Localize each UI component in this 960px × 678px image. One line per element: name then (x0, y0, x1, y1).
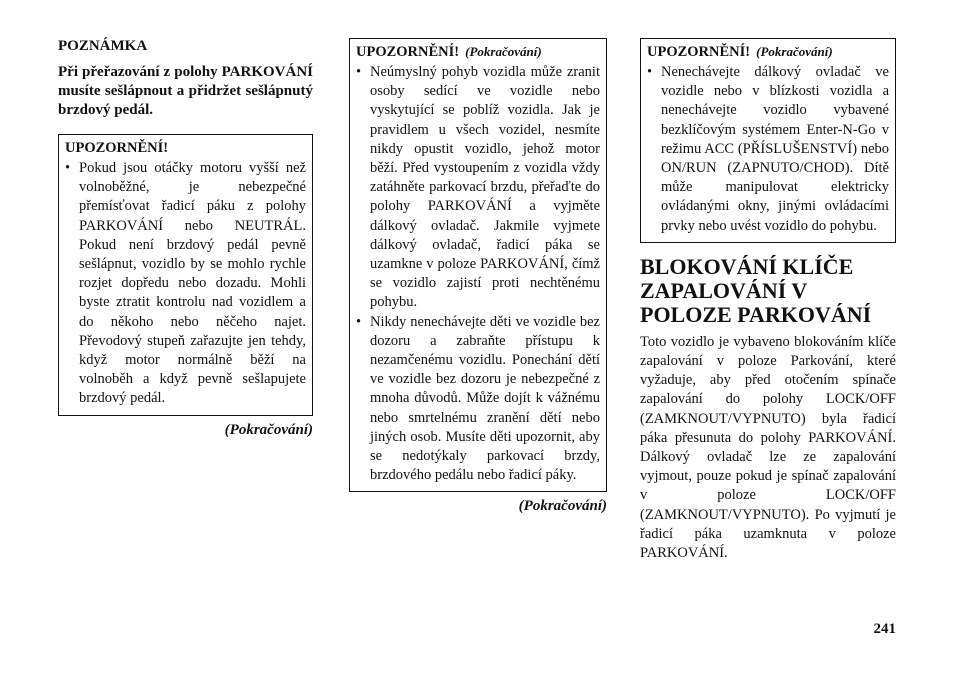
section-title: BLOKOVÁNÍ KLÍČE ZAPALOVÁNÍ V POLOZE PARKOVÁNÍ (640, 253, 872, 327)
warning-box (58, 134, 313, 416)
column-left (58, 38, 313, 439)
warning-title-row (356, 43, 600, 61)
warning-box (640, 38, 896, 243)
warning-continued-tag: (Pokračování) (756, 44, 833, 59)
body-text: Toto vozidlo je vybaveno blokováním klíče zapalování v poloze Parkování, které vyžaduje, aby před otočením spínače zapalování do polohy LOCK/OFF (ZAMKNOUT/VYPNUTO) byla řadicí páka přesunuta do polohy PARKOVÁNÍ. Dálkový ovladač lze ze zapalování vyjmout, pouze pokud je spínač zapalování v poloze LOCK/OFF (ZAMKNOUT/VYPNUTO). Po vyjmutí je řadicí páka uzamknuta v poloze PARKOVÁNÍ. (640, 333, 896, 562)
note-text: Při přeřazování z polohy PARKOVÁNÍ musíte sešlápnout a přidržet sešlápnutý brzdový pedál. (58, 64, 313, 118)
warning-box (349, 38, 607, 492)
warning-title: UPOZORNĚNÍ! (65, 140, 169, 156)
warning-title-row (647, 43, 889, 61)
warning-bullet: • Neúmyslný pohyb vozidla může zranit osoby sedící ve vozidle nebo vyskytující se poblíž vozidla. Jak je pravidlem u všech vozidel, nesmíte nikdy opustit vozidlo, jehož motor běží. Před vystoupením z vozidla vždy zatáhněte parkovací brzdu, přeřaďte do polohy PARKOVÁNÍ a vyjměte dálkový ovladač. Jakmile vyjmete dálkový ovladač, řadicí páka se uzamkne v poloze PARKOVÁNÍ, čímž se vozidlo zajistí proti nechtěnému pohybu. (356, 63, 600, 313)
column-middle (349, 38, 607, 515)
column-right (640, 38, 896, 563)
warning-bullet: • Nikdy nenechávejte děti ve vozidle bez dozoru a zabraňte přístupu k nezamčenému vozidlu. Ponechání dětí ve vozidle bez dozoru je nebezpečné z mnoha důvodů. Může dojít k vážnému nebo smrtelnému zranění dětí nebo jiných osob. Musíte děti upozornit, aby se nedotýkaly parkovací brzdy, brzdového pedálu nebo řadicí páky. (356, 313, 600, 486)
note-heading: POZNÁMKA (58, 38, 148, 54)
continued-label: (Pokračování) (224, 421, 313, 438)
warning-title: UPOZORNĚNÍ! (647, 44, 751, 60)
warning-bullet: • Pokud jsou otáčky motoru vyšší než volnoběžné, je nebezpečné přemísťovat řadicí páku z polohy PARKOVÁNÍ nebo NEUTRÁL. Pokud není brzdový pedál pevně sešlápnut, vozidlo by se mohlo rychle rozjet dopředu nebo dozadu. Mohli byste ztratit kontrolu nad vozidlem a do někoho nebo něčeho najet. Převodový stupeň zařazujte jen tehdy, když motor normálně běží na volnoběh a když pevně sešlapujete brzdový pedál. (65, 159, 306, 409)
warning-bullet: • Nenechávejte dálkový ovladač ve vozidle nebo v blízkosti vozidla a nenechávejte vozidlo vybavené bezklíčovým systémem Enter-N-Go v režimu ACC (PŘÍSLUŠENSTVÍ) nebo ON/RUN (ZAPNUTO/CHOD). Dítě může manipulovat elektricky ovládanými okny, jinými ovládacími prvky nebo uvést vozidlo do pohybu. (647, 63, 889, 236)
continued-label: (Pokračování) (518, 498, 607, 515)
page-number: 241 (873, 621, 896, 637)
warning-list (65, 159, 306, 409)
warning-continued-tag: (Pokračování) (465, 44, 542, 59)
warning-list (356, 63, 600, 485)
warning-list (647, 63, 889, 236)
warning-title: UPOZORNĚNÍ! (356, 44, 460, 60)
